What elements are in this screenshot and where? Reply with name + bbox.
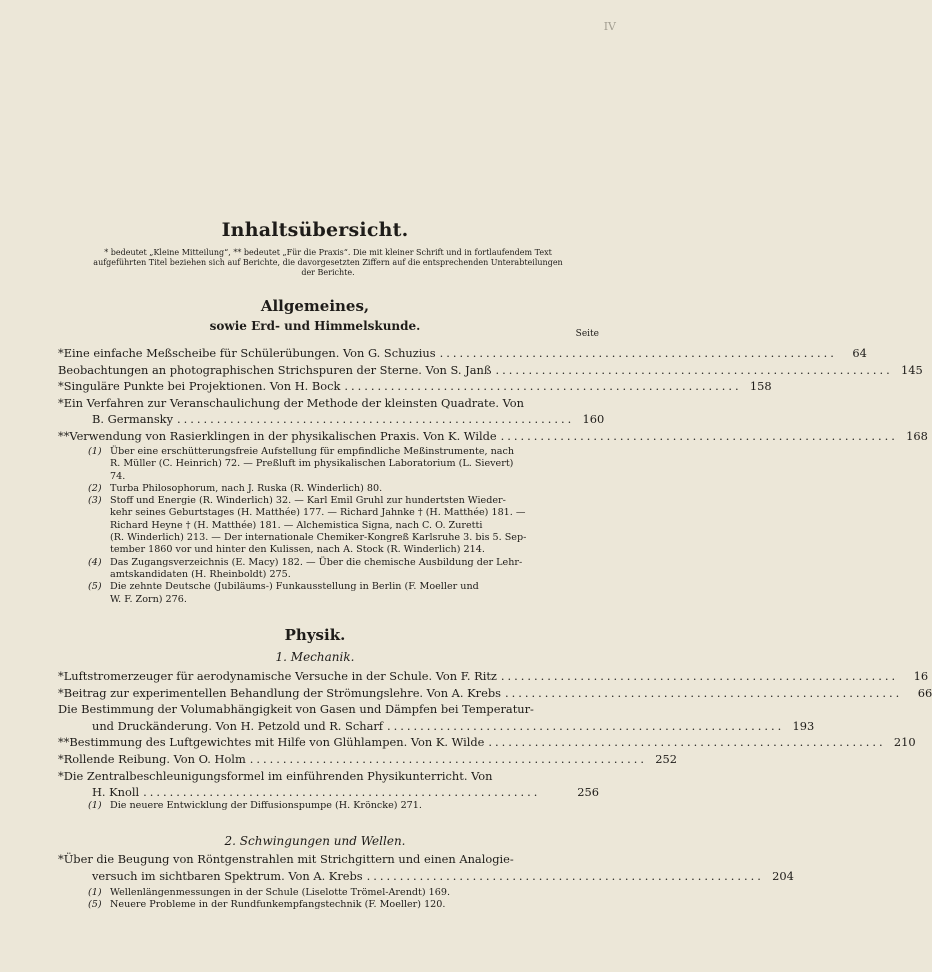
leader-dots: ............................................................ bbox=[439, 346, 837, 360]
toc-entry-line bbox=[58, 345, 867, 362]
leader-dots: ............................................................ bbox=[143, 785, 541, 800]
leader-dots: ............................................................ bbox=[366, 868, 764, 883]
toc-entry-line bbox=[58, 718, 815, 735]
report-number: (1) bbox=[88, 887, 102, 898]
report-item bbox=[88, 483, 600, 495]
toc-entry-text: *Singuläre Punkte bei Projektionen. Von H. Bock bbox=[58, 379, 341, 394]
toc-entry-text: **Verwendung von Rasierklingen in der physikalischen Praxis. Von K. Wilde bbox=[58, 428, 497, 443]
report-item bbox=[88, 581, 600, 606]
report-item bbox=[88, 899, 600, 911]
leader-dots: ............................................................ bbox=[177, 412, 575, 427]
toc-page-number: 64 bbox=[852, 346, 867, 360]
leader-dots: ............................................................ bbox=[344, 379, 742, 394]
report-number: (2) bbox=[88, 482, 102, 494]
seite-label: Seite bbox=[575, 329, 599, 339]
toc-page-number: 204 bbox=[772, 868, 794, 883]
toc-entry-text: versuch im sichtbaren Spektrum. Von A. Krebs bbox=[92, 868, 363, 883]
toc-entry-text: H. Knoll bbox=[92, 785, 140, 800]
toc-entry-line bbox=[58, 734, 916, 751]
toc-entry-text: *Die Zentralbeschleunigungsformel im einführenden Physikunterricht. Von bbox=[58, 768, 493, 783]
report-line: Über eine erschütterungsfreie Aufstellung für empfindliche Meßinstrumente, nach bbox=[110, 446, 515, 457]
reports-mechanik bbox=[88, 800, 600, 812]
leader-dots: ............................................................ bbox=[504, 685, 903, 700]
toc-page-number: 168 bbox=[906, 428, 928, 443]
toc-entry-text: *Ein Verfahren zur Veranschaulichung der Methode der kleinsten Quadrate. Von bbox=[58, 395, 524, 410]
report-item bbox=[88, 887, 600, 899]
legend-line: * bedeutet „Kleine Mitteilung“, ** bedeutet „Für die Praxis“. Die mit kleiner Schrift und in fortlaufendem Text bbox=[104, 248, 552, 257]
toc-entry-line bbox=[58, 668, 929, 685]
report-line: Die zehnte Deutsche (Jubiläums-) Funkausstellung in Berlin (F. Moeller und bbox=[110, 581, 479, 593]
report-text bbox=[110, 483, 600, 495]
toc-entry-line bbox=[58, 395, 599, 412]
page-title: Inhaltsübersicht. bbox=[221, 219, 409, 241]
report-line: W. F. Zorn) 276. bbox=[110, 593, 187, 605]
report-item bbox=[88, 800, 600, 812]
entries-mechanik bbox=[58, 668, 932, 801]
entries-allgemeines bbox=[58, 345, 928, 445]
report-number: (5) bbox=[88, 899, 102, 911]
toc-entry-text: *Beitrag zur experimentellen Behandlung der Strömungslehre. Von A. Krebs bbox=[58, 685, 501, 700]
reports-wellen bbox=[88, 887, 600, 912]
subsection-title-wellen: 2. Schwingungen und Wellen. bbox=[224, 834, 406, 848]
leader-dots: ............................................................ bbox=[387, 718, 785, 733]
report-item bbox=[88, 557, 600, 582]
toc-entry-text: und Druckänderung. Von H. Petzold und R. Scharf bbox=[92, 718, 384, 733]
legend-line: aufgeführten Titel beziehen sich auf Berichte, die davorgesetzten Ziffern auf die entsprechenden Unterabteilungen bbox=[93, 258, 563, 267]
report-line: R. Müller (C. Heinrich) 72. — Preßluft im physikalischen Laboratorium (L. Sievert) bbox=[110, 458, 514, 470]
toc-entry-text: *Rollende Reibung. Von O. Holm bbox=[58, 751, 246, 766]
toc-page-number: 193 bbox=[792, 718, 815, 733]
toc-entry-line bbox=[58, 411, 605, 428]
report-number: (4) bbox=[88, 556, 102, 568]
report-text bbox=[110, 446, 600, 483]
report-line: Richard Heyne † (H. Matthée) 181. — Alchemistica Signa, nach C. O. Zuretti bbox=[110, 519, 483, 531]
report-text bbox=[110, 887, 600, 899]
report-line: kehr seines Geburtstages (H. Matthée) 177. — Richard Jahnke † (H. Matthée) 181. — bbox=[110, 507, 526, 519]
toc-entry-text: *Eine einfache Meßscheibe für Schülerübungen. Von G. Schuzius bbox=[58, 346, 436, 360]
toc-entry-line bbox=[58, 768, 599, 785]
toc-page-number: 145 bbox=[900, 362, 923, 377]
legend-line: der Berichte. bbox=[301, 268, 355, 277]
subsection-title-mechanik: 1. Mechanik. bbox=[275, 650, 355, 664]
report-line: Die neuere Entwicklung der Diffusionspumpe (H. Kröncke) 271. bbox=[110, 800, 422, 811]
toc-page-number: 252 bbox=[655, 751, 677, 766]
report-line: Wellenlängenmessungen in der Schule (Liselotte Trömel-Arendt) 169. bbox=[110, 887, 451, 898]
report-line: Stoff und Energie (R. Winderlich) 32. — Karl Emil Gruhl zur hundertsten Wieder- bbox=[110, 495, 506, 507]
toc-entry-line bbox=[58, 685, 932, 702]
toc-entry-text: *Über die Beugung von Röntgenstrahlen mit Strichgittern und einen Analogie- bbox=[58, 852, 514, 866]
leader-dots: ............................................................ bbox=[500, 428, 898, 443]
report-line: amtskandidaten (H. Rheinboldt) 275. bbox=[110, 568, 291, 580]
legend-note bbox=[58, 248, 598, 278]
page-corner-mark: IV bbox=[603, 20, 616, 33]
report-line: Turba Philosophorum, nach J. Ruska (R. Winderlich) 80. bbox=[110, 482, 383, 494]
reports-allgemeines bbox=[88, 446, 600, 606]
report-item bbox=[88, 446, 600, 483]
toc-entry-line bbox=[58, 701, 599, 718]
toc-entry-line bbox=[58, 378, 772, 395]
leader-dots: ............................................................ bbox=[495, 362, 893, 377]
report-text bbox=[110, 899, 600, 911]
leader-dots: ............................................................ bbox=[249, 751, 647, 766]
toc-entry-line bbox=[58, 868, 794, 885]
toc-page-number: 210 bbox=[893, 735, 916, 750]
report-item bbox=[88, 495, 600, 556]
report-number: (5) bbox=[88, 581, 102, 593]
entries-wellen bbox=[58, 851, 794, 884]
toc-entry-line bbox=[58, 851, 599, 868]
report-number: (1) bbox=[88, 800, 102, 811]
report-text bbox=[110, 800, 600, 812]
report-line: 74. bbox=[110, 470, 126, 482]
leader-dots: ............................................................ bbox=[500, 669, 899, 683]
section-title-physik: Physik. bbox=[284, 626, 346, 644]
toc-page-number: 158 bbox=[749, 379, 772, 394]
toc-page-number: 160 bbox=[582, 412, 605, 427]
section-subtitle-allgemeines: sowie Erd- und Himmelskunde. bbox=[209, 319, 421, 333]
toc-page-number: 256 bbox=[577, 785, 599, 800]
report-text bbox=[110, 495, 600, 556]
report-number: (3) bbox=[88, 495, 102, 507]
report-line: tember 1860 vor und hinter den Kulissen, nach A. Stock (R. Winderlich) 214. bbox=[110, 544, 485, 556]
toc-entry-text: B. Germansky bbox=[92, 412, 174, 427]
section-title-allgemeines: Allgemeines, bbox=[260, 297, 370, 315]
toc-entry-text: Die Bestimmung der Volumabhängigkeit von Gasen und Dämpfen bei Temperatur- bbox=[58, 702, 534, 717]
toc-entry-line bbox=[58, 751, 677, 768]
report-text bbox=[110, 557, 600, 582]
report-line: Das Zugangsverzeichnis (E. Macy) 182. — Über die chemische Ausbildung der Lehr- bbox=[110, 556, 523, 568]
report-number: (1) bbox=[88, 446, 102, 457]
toc-entry-text: **Bestimmung des Luftgewichtes mit Hilfe von Glühlampen. Von K. Wilde bbox=[58, 735, 485, 750]
toc-page-number: 66 bbox=[917, 685, 932, 700]
toc-page-number: 16 bbox=[913, 669, 929, 683]
report-text bbox=[110, 581, 600, 606]
toc-entry-line bbox=[58, 428, 928, 445]
toc-entry-text: Beobachtungen an photographischen Strichspuren der Sterne. Von S. Janß bbox=[58, 362, 492, 377]
toc-entry-line bbox=[58, 784, 599, 801]
report-line: (R. Winderlich) 213. — Der internationale Chemiker-Kongreß Karlsruhe 3. bis 5. Sep- bbox=[110, 532, 527, 544]
report-line: Neuere Probleme in der Rundfunkempfangstechnik (F. Moeller) 120. bbox=[110, 899, 446, 911]
toc-entry-text: *Luftstromerzeuger für aerodynamische Versuche in der Schule. Von F. Ritz bbox=[58, 669, 497, 683]
toc-entry-line bbox=[58, 362, 923, 379]
leader-dots: ............................................................ bbox=[488, 735, 886, 750]
